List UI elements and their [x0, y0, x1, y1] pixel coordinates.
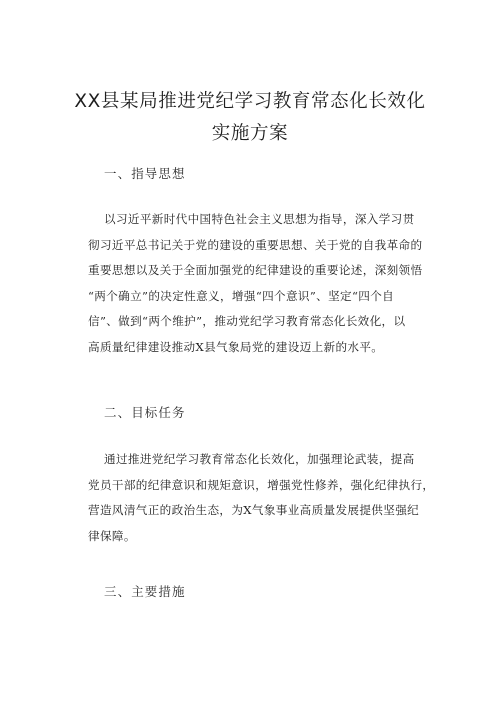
section-paragraph-goals-tasks [88, 447, 435, 549]
paragraph-line: 通过推进党纪学习教育常态化长效化，加强理论武装，提高 [104, 452, 415, 466]
document-title-line-2: 实施方案 [211, 123, 289, 144]
paragraph-line: 信”、做到“两个维护”，推动党纪学习教育常态化长效化，以 [88, 314, 406, 328]
section-heading-main-measures: 三、主要措施 [104, 584, 186, 599]
paragraph-line: 营造风清气正的政治生态，为X气象事业高质量发展提供坚强纪 [88, 503, 420, 517]
paragraph-line: 高质量纪律建设推动X县气象局党的建设迈上新的水平。 [88, 339, 384, 354]
paragraph-line: 律保障。 [88, 528, 136, 543]
section-heading-guiding-ideology: 一、指导思想 [104, 166, 186, 181]
paragraph-line: 以习近平新时代中国特色社会主义思想为指导，深入学习贯 [104, 212, 415, 226]
section-paragraph-guiding-ideology [88, 207, 424, 360]
document-title-line-1: XX县某局推进党纪学习教育常态化长效化 [74, 91, 426, 112]
paragraph-line: 彻习近平总书记关于党的建设的重要思想、关于党的自我革命的 [88, 237, 423, 252]
paragraph-line: 党员干部的纪律意识和规矩意识，增强党性修养，强化纪律执行， [88, 477, 435, 492]
paragraph-line: “两个确立”的决定性意义，增强“四个意识”、坚定“四个自 [88, 288, 395, 303]
section-heading-goals-tasks: 二、目标任务 [104, 405, 186, 420]
paragraph-line: 重要思想以及关于全面加强党的纪律建设的重要论述，深刻领悟 [88, 263, 423, 277]
